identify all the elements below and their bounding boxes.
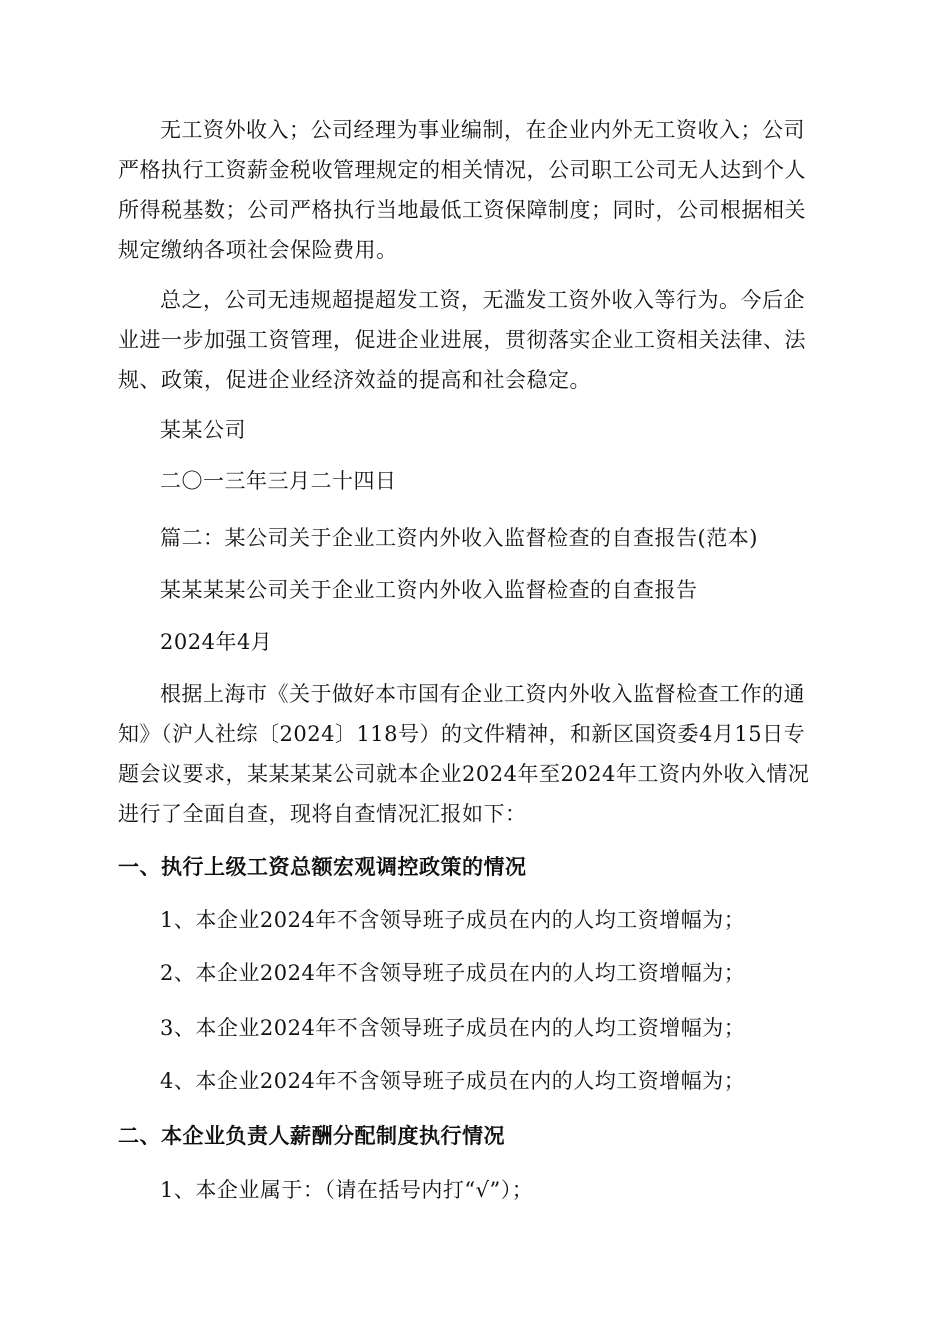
signature-company: 某某公司	[160, 418, 246, 442]
list-item: 2、本企业2024年不含领导班子成员在内的人均工资增幅为；	[160, 961, 746, 985]
part-two-title: 篇二：某公司关于企业工资内外收入监督检查的自查报告(范本)	[160, 526, 758, 550]
list-item: 3、本企业2024年不含领导班子成员在内的人均工资增幅为；	[160, 1016, 746, 1040]
paragraph-line: 进行了全面自查，现将自查情况汇报如下：	[118, 802, 527, 826]
paragraph-line: 业进一步加强工资管理，促进企业进展，贯彻落实企业工资相关法律、法	[118, 328, 806, 352]
section-heading: 二、本企业负责人薪酬分配制度执行情况	[118, 1124, 505, 1148]
list-item: 1、本企业属于：（请在括号内打“√”）；	[160, 1178, 534, 1202]
paragraph-line: 根据上海市《关于做好本市国有企业工资内外收入监督检查工作的通	[160, 682, 805, 706]
paragraph-line: 知》（沪人社综〔2024〕118号）的文件精神，和新区国资委4月15日专	[118, 722, 806, 746]
paragraph-line: 规、政策，促进企业经济效益的提高和社会稳定。	[118, 368, 591, 392]
signature-date: 二〇一三年三月二十四日	[160, 469, 397, 493]
report-date: 2024年4月	[160, 630, 273, 654]
paragraph-line: 无工资外收入；公司经理为事业编制，在企业内外无工资收入；公司	[160, 118, 805, 142]
paragraph-line: 所得税基数；公司严格执行当地最低工资保障制度；同时，公司根据相关	[118, 198, 806, 222]
paragraph-line: 严格执行工资薪金税收管理规定的相关情况，公司职工公司无人达到个人	[118, 158, 806, 182]
list-item: 1、本企业2024年不含领导班子成员在内的人均工资增幅为；	[160, 908, 746, 932]
paragraph-line: 题会议要求，某某某某公司就本企业2024年至2024年工资内外收入情况	[118, 762, 810, 786]
report-title: 某某某某公司关于企业工资内外收入监督检查的自查报告	[160, 578, 698, 602]
list-item: 4、本企业2024年不含领导班子成员在内的人均工资增幅为；	[160, 1069, 746, 1093]
paragraph-line: 总之，公司无违规超提超发工资，无滥发工资外收入等行为。今后企	[160, 288, 805, 312]
paragraph-line: 规定缴纳各项社会保险费用。	[118, 238, 398, 262]
section-heading: 一、执行上级工资总额宏观调控政策的情况	[118, 855, 527, 879]
